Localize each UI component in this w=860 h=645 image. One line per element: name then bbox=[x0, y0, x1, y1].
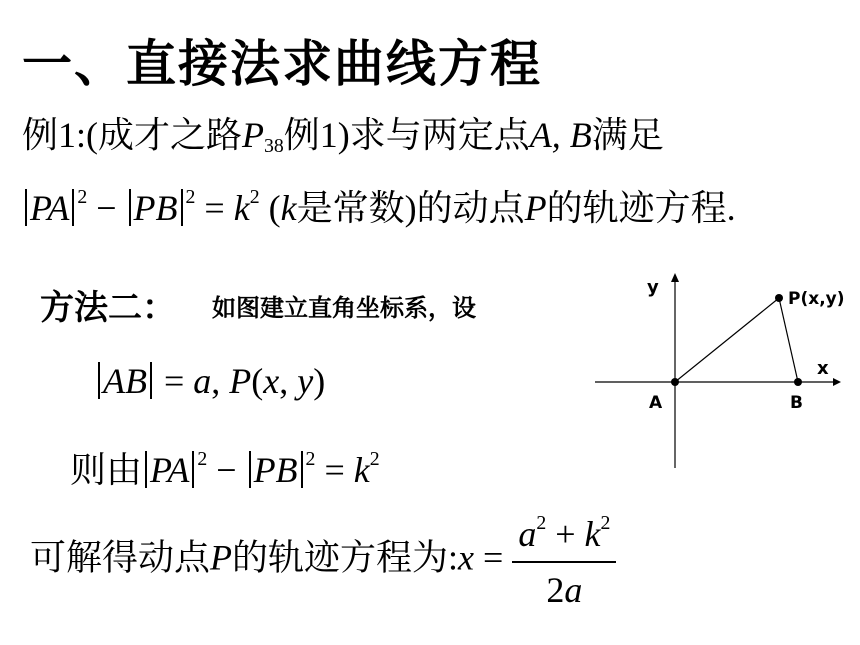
setup-comma: , bbox=[211, 361, 230, 401]
result-p: P bbox=[210, 537, 233, 578]
then-exp-2: 2 bbox=[305, 448, 316, 471]
then-k: k bbox=[353, 450, 370, 490]
example-p-sub: 38 bbox=[264, 134, 284, 157]
result-prefix: 可解得动点 bbox=[30, 537, 211, 578]
then-exp-1: 2 bbox=[197, 448, 208, 471]
abs-bar bbox=[98, 362, 100, 400]
label-b: B bbox=[790, 393, 803, 413]
result-fraction bbox=[512, 512, 616, 611]
abs-bar bbox=[25, 189, 27, 227]
fraction-denominator: 2a bbox=[546, 569, 583, 610]
y-axis-arrow bbox=[671, 273, 679, 282]
condition-line bbox=[22, 180, 736, 231]
abs-bar bbox=[181, 189, 183, 227]
result-middle: 的轨迹方程为: bbox=[232, 537, 459, 578]
abs-bar bbox=[72, 189, 74, 227]
point-a bbox=[671, 378, 679, 386]
segment-pa bbox=[675, 298, 779, 382]
setup-x: x bbox=[263, 361, 280, 401]
cond-note: 是常数)的动点 bbox=[296, 188, 525, 228]
label-p: P(x,y) bbox=[788, 289, 845, 309]
page-title: 一、直接法求曲线方程 bbox=[22, 35, 542, 93]
cond-tail: 的轨迹方程. bbox=[546, 188, 736, 228]
setup-p: P bbox=[229, 361, 252, 401]
fraction-numerator: $a^2 + k^2$ bbox=[512, 512, 616, 563]
method-description: 如图建立直角坐标系，设 bbox=[212, 294, 476, 322]
cond-exp-2: 2 bbox=[185, 186, 196, 209]
abs-bar bbox=[301, 451, 303, 489]
abs-bar bbox=[145, 451, 147, 489]
coordinate-diagram bbox=[585, 268, 855, 468]
point-b bbox=[794, 378, 802, 386]
setup-y: y bbox=[297, 361, 314, 401]
cond-p: P bbox=[524, 188, 547, 228]
point-p bbox=[775, 294, 783, 302]
example-line bbox=[22, 107, 664, 158]
result-line bbox=[30, 512, 616, 611]
setup-a: a bbox=[193, 361, 212, 401]
cond-equals: = bbox=[195, 188, 234, 228]
result-eq: = bbox=[474, 537, 513, 578]
setup-ab: AB bbox=[103, 361, 147, 401]
y-axis-label: y bbox=[647, 277, 659, 298]
cond-k2: k bbox=[280, 188, 297, 228]
cond-minus: − bbox=[87, 188, 126, 228]
example-tail: 满足 bbox=[591, 115, 664, 155]
example-prefix: 例1:(成才之路 bbox=[22, 115, 242, 155]
abs-bar bbox=[249, 451, 251, 489]
cond-paren: ( bbox=[259, 188, 281, 228]
abs-bar bbox=[192, 451, 194, 489]
cond-exp-3: 2 bbox=[249, 186, 260, 209]
x-axis-label: x bbox=[817, 358, 829, 379]
setup-line: AB = a, P(x, y) bbox=[95, 360, 325, 402]
then-line: 则由 PA $^2$ − PB $^2 = k^2$ bbox=[70, 448, 380, 490]
x-axis-arrow bbox=[833, 378, 841, 386]
result-x: x bbox=[458, 537, 475, 578]
cond-pb: PB bbox=[133, 188, 178, 228]
abs-bar bbox=[150, 362, 152, 400]
cond-exp-1: 2 bbox=[77, 186, 88, 209]
example-points: A, B bbox=[529, 115, 592, 155]
example-p: P bbox=[242, 115, 264, 155]
setup-equals: = bbox=[154, 361, 194, 401]
label-a: A bbox=[649, 393, 663, 413]
example-suffix: 例1)求与两定点 bbox=[283, 115, 530, 155]
then-prefix: 则由 bbox=[70, 450, 143, 490]
then-pa: PA bbox=[150, 450, 190, 490]
then-exp-3: 2 bbox=[369, 448, 380, 471]
abs-bar bbox=[129, 189, 131, 227]
cond-k: k bbox=[233, 188, 250, 228]
then-pb: PB bbox=[253, 450, 298, 490]
method-heading: 方法二： bbox=[40, 288, 176, 328]
cond-pa: PA bbox=[30, 188, 70, 228]
segment-pb bbox=[779, 298, 798, 382]
